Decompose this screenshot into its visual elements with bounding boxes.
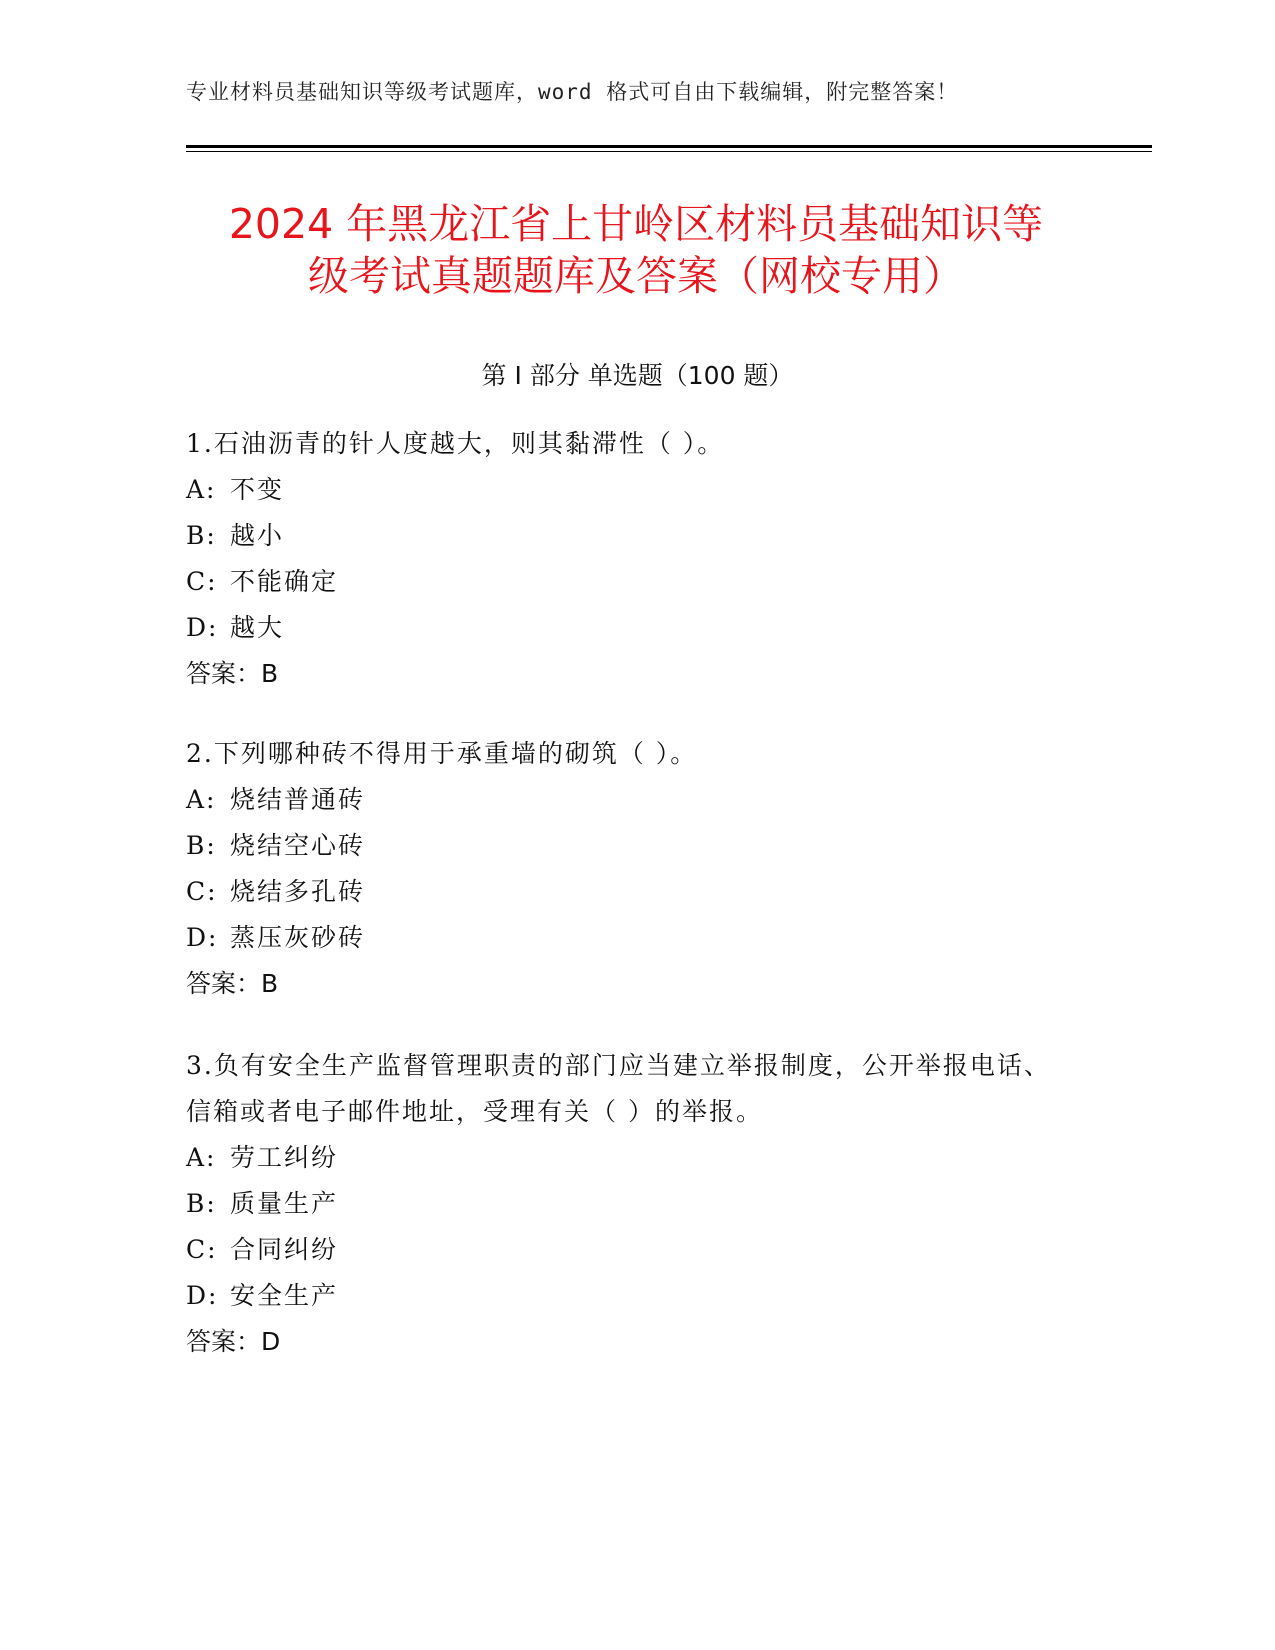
document-title-line2: 级考试真题题库及答案（网校专用） [308,252,964,300]
option-letter: C: [186,877,218,906]
question-stem: 2.下列哪种砖不得用于承重墙的砌筑（ ）。 [186,739,698,768]
option-letter: A: [186,785,217,814]
question-option-c [186,1227,1066,1273]
question-option-d [186,915,1066,961]
option-text: 不变 [230,475,285,504]
option-letter: D: [186,1281,219,1310]
question-answer: 答案：B [186,969,279,998]
header-rule-thick [186,145,1152,148]
option-text: 蒸压灰砂砖 [230,923,366,952]
question-option-d [186,605,1066,651]
option-letter: C: [186,567,218,596]
question-stem: 3.负有安全生产监督管理职责的部门应当建立举报制度，公开举报电话、信箱或者电子邮件地址，受理有关（ ）的举报。 [186,1051,1051,1126]
section-title: 第 I 部分 单选题（100 题） [481,361,794,390]
question-option-c [186,559,1066,605]
option-text: 越大 [230,613,285,642]
option-text: 越小 [230,521,285,550]
option-text: 质量生产 [230,1189,339,1218]
option-letter: A: [186,1143,217,1172]
header-rule-thin [186,151,1152,152]
question-3 [186,1043,1066,1365]
option-text: 安全生产 [230,1281,339,1310]
question-option-b [186,1181,1066,1227]
option-letter: B: [186,831,217,860]
question-option-b [186,513,1066,559]
question-2 [186,731,1066,1007]
question-option-c [186,869,1066,915]
option-letter: D: [186,923,219,952]
option-text: 烧结多孔砖 [230,877,366,906]
question-answer: 答案：D [186,1327,281,1356]
option-letter: A: [186,475,217,504]
option-letter: B: [186,521,217,550]
document-title-line1: 2024 年黑龙江省上甘岭区材料员基础知识等 [228,200,1044,248]
option-text: 烧结普通砖 [230,785,366,814]
document-title [186,198,1086,302]
question-option-d [186,1273,1066,1319]
question-answer: 答案：B [186,659,279,688]
question-option-a [186,1135,1066,1181]
option-text: 烧结空心砖 [230,831,366,860]
question-1 [186,421,1066,697]
option-letter: C: [186,1235,218,1264]
question-option-a [186,467,1066,513]
option-text: 合同纠纷 [230,1235,339,1264]
option-text: 劳工纠纷 [230,1143,339,1172]
header-note: 专业材料员基础知识等级考试题库，word 格式可自由下载编辑，附完整答案！ [186,80,959,104]
option-text: 不能确定 [230,567,339,596]
question-option-b [186,823,1066,869]
option-letter: D: [186,613,219,642]
question-option-a [186,777,1066,823]
option-letter: B: [186,1189,217,1218]
question-stem: 1.石油沥青的针人度越大，则其黏滞性（ ）。 [186,429,725,458]
